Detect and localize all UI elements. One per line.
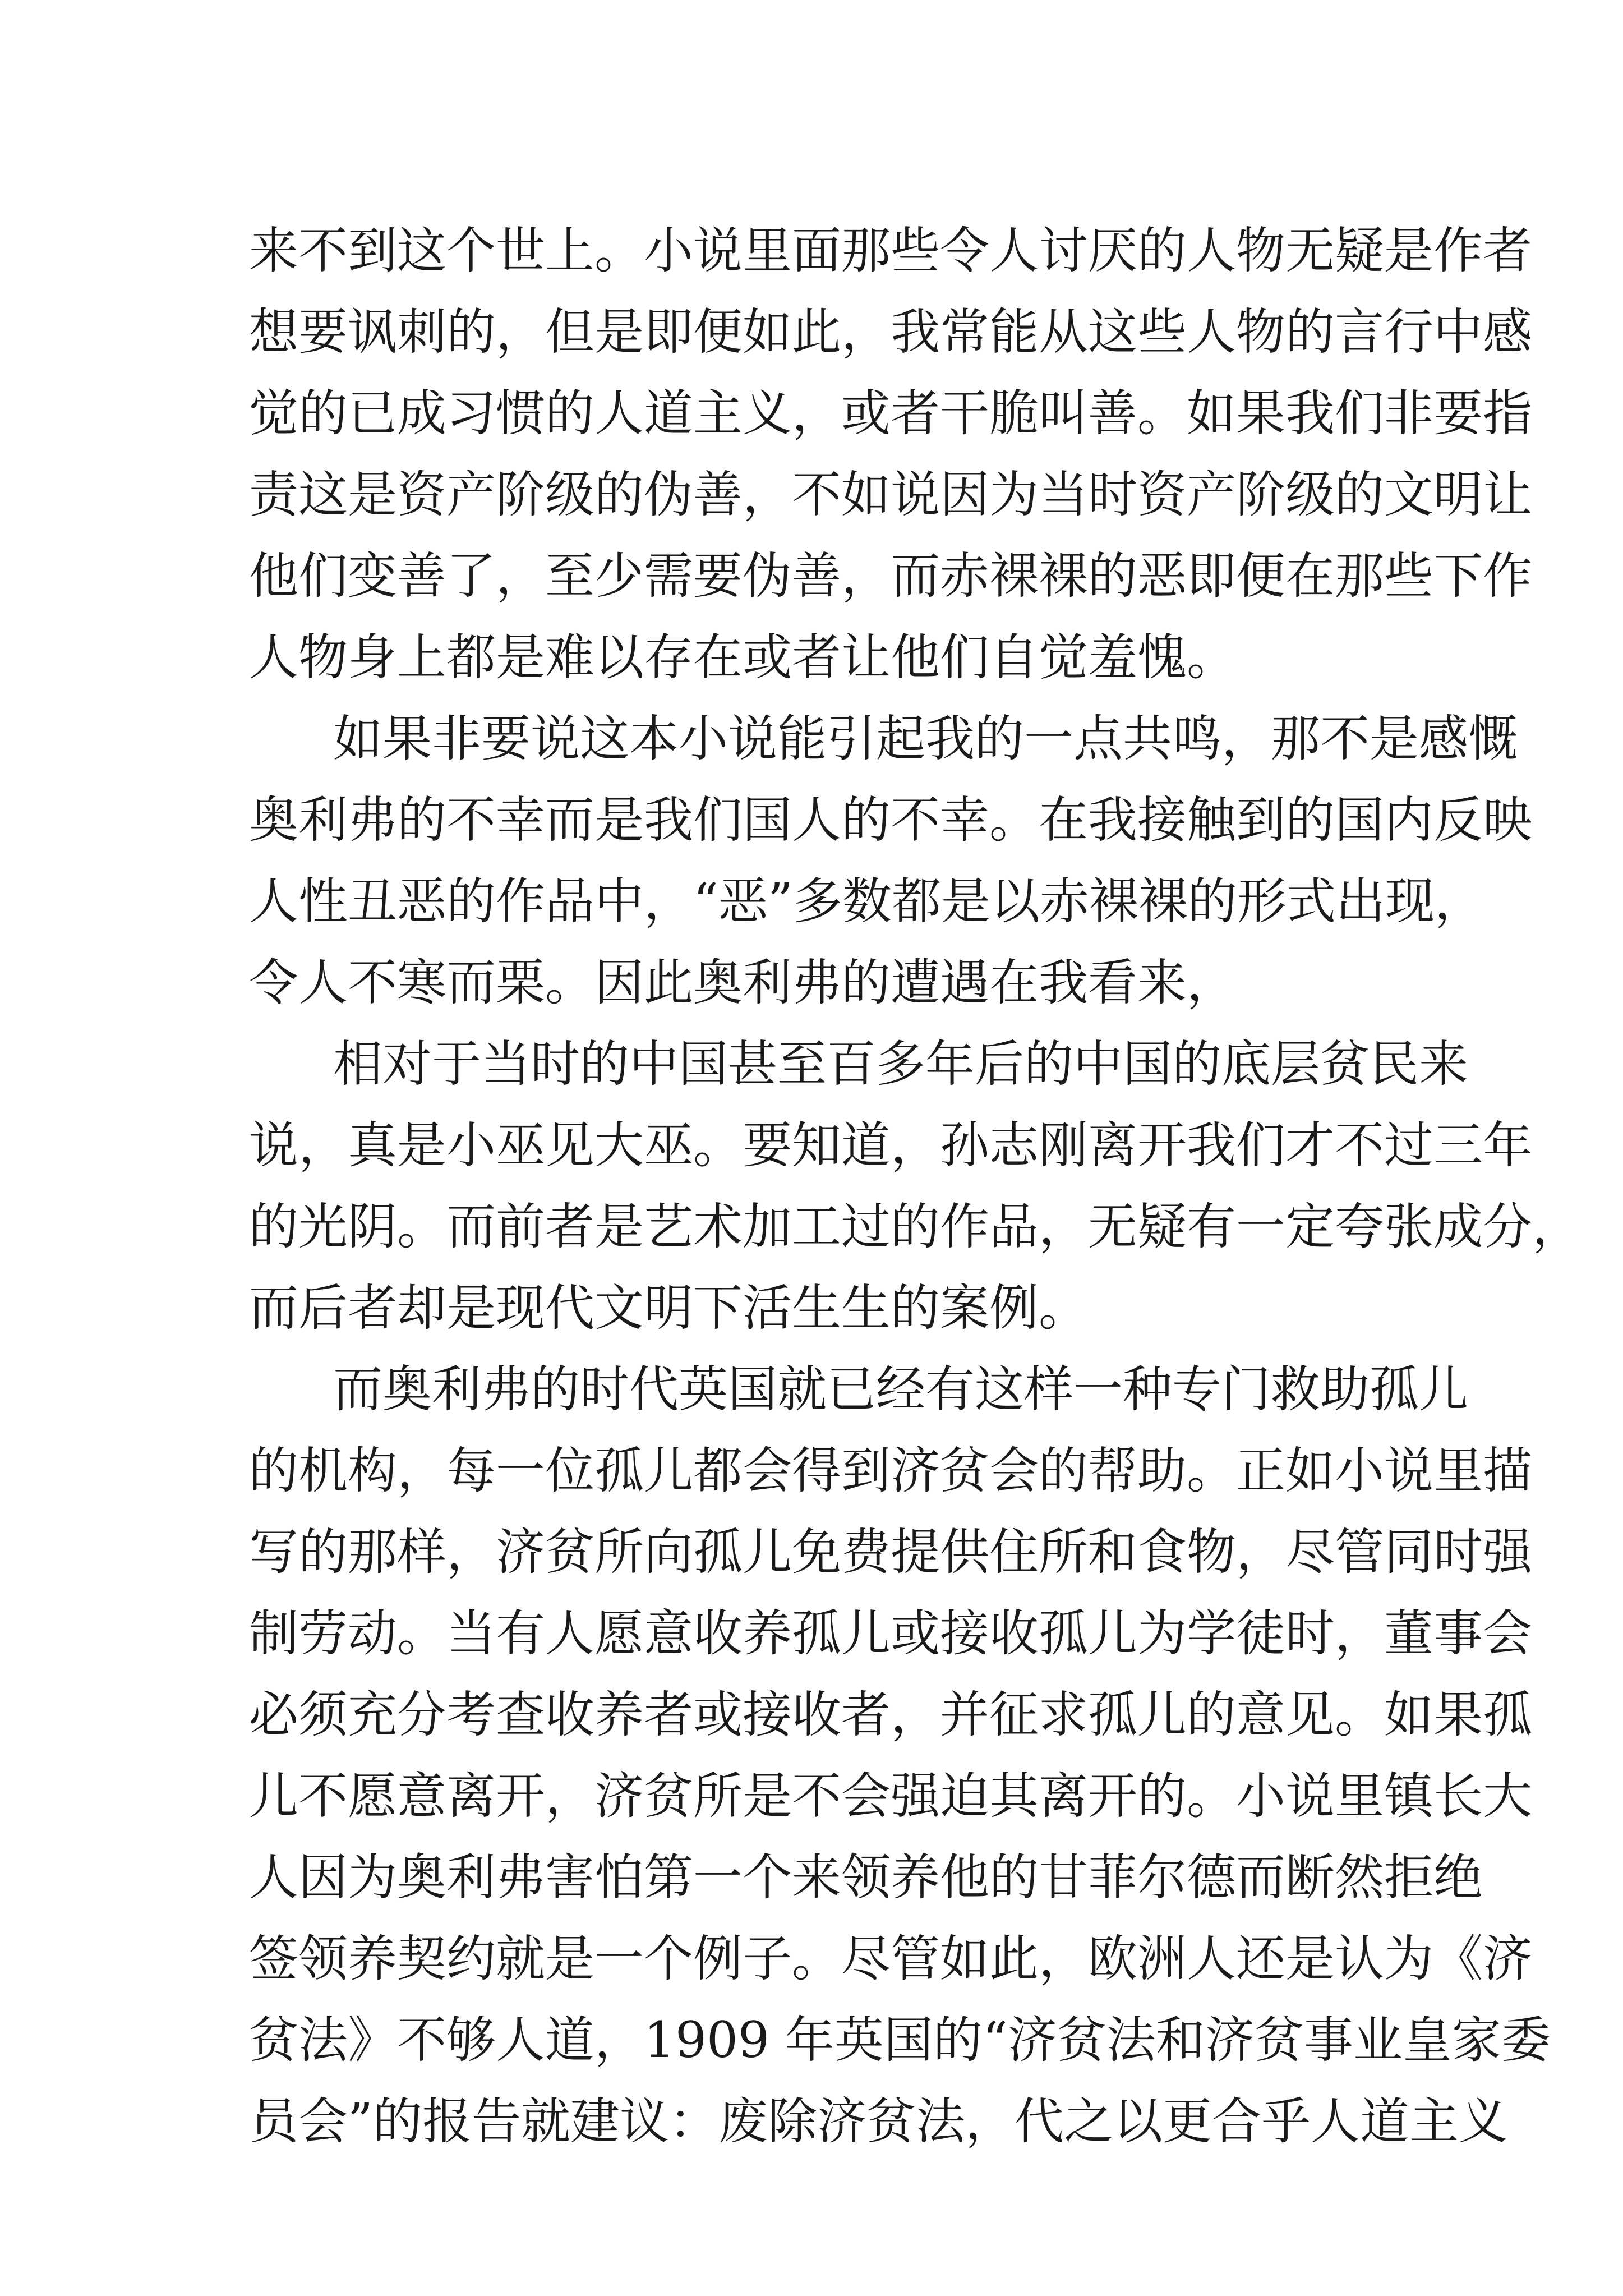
paragraph-4: [249, 1349, 1551, 2162]
text-line: 责这是资产阶级的伪善，不如说因为当时资产阶级的文明让: [249, 466, 1533, 523]
text-line: 的光阴。而前者是艺术加工过的作品，无疑有一定夸张成分，: [249, 1198, 1582, 1255]
text-line: 奥利弗的不幸而是我们国人的不幸。在我接触到的国内反映: [249, 791, 1533, 849]
text-line: 儿不愿意离开，济贫所是不会强迫其离开的。小说里镇长大: [249, 1767, 1533, 1825]
text-line: 贫法》不够人道，1909 年英国的“济贫法和济贫事业皇家委: [249, 2011, 1551, 2069]
text-line: 令人不寒而栗。因此奥利弗的遭遇在我看来，: [249, 954, 1237, 1011]
text-line: 员会”的报告就建议：废除济贫法，代之以更合乎人道主义: [249, 2092, 1508, 2150]
text-line: 他们变善了，至少需要伪善，而赤裸裸的恶即便在那些下作: [249, 547, 1533, 605]
body-text: [249, 210, 1582, 2162]
text-line: 想要讽刺的，但是即便如此，我常能从这些人物的言行中感: [249, 303, 1533, 361]
text-line: 必须充分考查收养者或接收者，并征求孤儿的意见。如果孤: [249, 1686, 1533, 1743]
paragraph-3: [249, 1023, 1582, 1349]
text-line: 签领养契约就是一个例子。尽管如此，欧洲人还是认为《济: [249, 1930, 1533, 1987]
text-line: 如果非要说这本小说能引起我的一点共鸣，那不是感慨: [333, 710, 1518, 767]
text-line: 说，真是小巫见大巫。要知道，孙志刚离开我们才不过三年: [249, 1116, 1533, 1174]
text-line: 人因为奥利弗害怕第一个来领养他的甘菲尔德而断然拒绝: [249, 1848, 1483, 1906]
text-line: 觉的已成习惯的人道主义，或者干脆叫善。如果我们非要指: [249, 384, 1533, 442]
paragraph-2: [249, 698, 1533, 1023]
text-line: 的机构，每一位孤儿都会得到济贫会的帮助。正如小说里描: [249, 1442, 1533, 1499]
text-line: 人物身上都是难以存在或者让他们自觉羞愧。: [249, 628, 1237, 686]
text-line: 写的那样，济贫所向孤儿免费提供住所和食物，尽管同时强: [249, 1523, 1533, 1581]
text-line: 而奥利弗的时代英国就已经有这样一种专门救助孤儿: [333, 1360, 1469, 1418]
paragraph-1: [249, 210, 1533, 698]
text-line: 制劳动。当有人愿意收养孤儿或接收孤儿为学徒时，董事会: [249, 1604, 1533, 1662]
text-line: 人性丑恶的作品中，“恶”多数都是以赤裸裸的形式出现，: [249, 872, 1484, 930]
text-line: 而后者却是现代文明下活生生的案例。: [249, 1279, 1089, 1337]
text-line: 来不到这个世上。小说里面那些令人讨厌的人物无疑是作者: [249, 222, 1533, 279]
text-line: 相对于当时的中国甚至百多年后的中国的底层贫民来: [333, 1035, 1469, 1093]
